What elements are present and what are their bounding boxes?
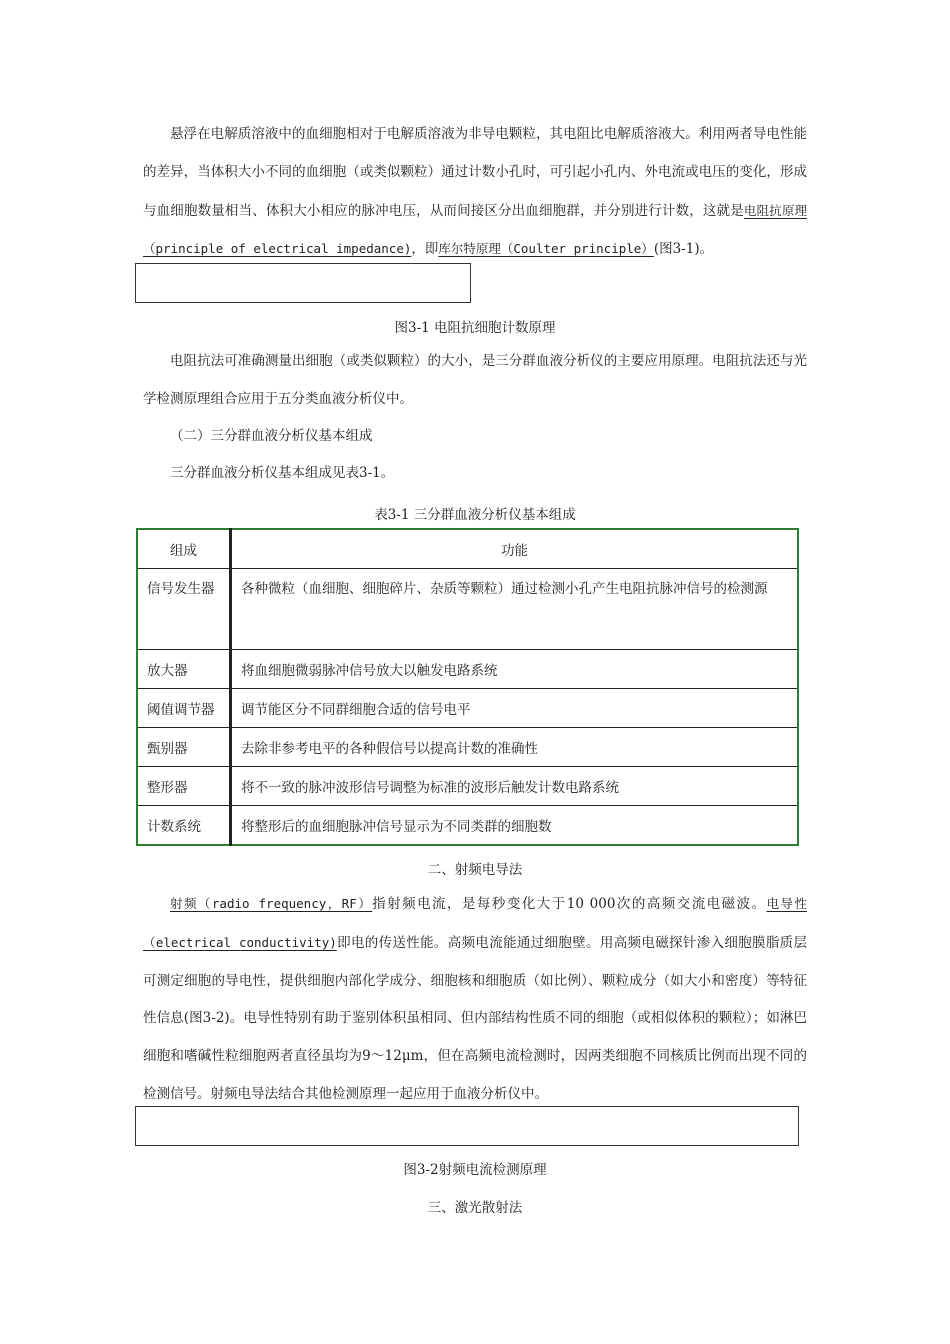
term-electrical-impedance: 电阻抗原理（principle of electrical impedance) xyxy=(143,202,807,257)
table-header-row xyxy=(137,529,798,569)
table-row xyxy=(137,569,798,650)
paragraph-text: ，即 xyxy=(411,241,439,258)
term-electrical-conductivity: 电导性（electrical conductivity) xyxy=(143,896,807,950)
cell-function: 各种微粒（血细胞、细胞碎片、杂质等颗粒）通过检测小孔产生电阻抗脉冲信号的检测源 xyxy=(231,569,799,650)
table-row xyxy=(137,689,798,728)
cell-component: 计数系统 xyxy=(137,806,231,846)
paragraph-text: 即电的传送性能。高频电流能通过细胞壁。用高频电磁探针渗入细胞膜脂质层可测定细胞的导电性，提供细胞内部化学成分、细胞核和细胞质（如比例）、颗粒成分（如大小和密度）等特征性信息(图3-2)。电导性特别有助于鉴别体积虽相同、但内部结构性质不同的细胞（或相似体积的颗粒）；如淋巴细胞和嗜碱性粒细胞两者直径虽均为9～12μm，但在高频电流检测时，因两类细胞不同核质比例而出现不同的检测信号。射频电导法结合其他检测原理一起应用于血液分析仪中。 xyxy=(143,934,807,1102)
cell-function: 将不一致的脉冲波形信号调整为标准的波形后触发计数电路系统 xyxy=(231,767,799,806)
table-row xyxy=(137,806,798,846)
cell-function: 将血细胞微弱脉冲信号放大以触发电路系统 xyxy=(231,650,799,689)
paragraph-impedance-principle xyxy=(143,116,807,269)
term-radio-frequency: 射频（radio frequency，RF） xyxy=(170,896,373,911)
figure-3-1-caption: 图3-1 电阻抗细胞计数原理 xyxy=(394,320,556,336)
paragraph-text: 悬浮在电解质溶液中的血细胞相对于电解质溶液为非导电颗粒，其电阻比电解质溶液大。利用两者导电性能的差异，当体积大小不同的血细胞（或类似颗粒）通过计数小孔时，可引起小孔内、外电流或电压的变化，形成与血细胞数量相当、体积大小相应的脉冲电压，从而间接区分出血细胞群，并分别进行计数，这就是 xyxy=(143,126,807,219)
cell-component: 甄别器 xyxy=(137,728,231,767)
figure-3-1-placeholder xyxy=(135,263,471,303)
table-row xyxy=(137,767,798,806)
cell-function: 去除非参考电平的各种假信号以提高计数的准确性 xyxy=(231,728,799,767)
paragraph-table-reference: 三分群血液分析仪基本组成见表3-1。 xyxy=(170,465,395,481)
paragraph-text: 指射频电流，是每秒变化大于10 000次的高频交流电磁波。 xyxy=(372,896,767,912)
header-component: 组成 xyxy=(137,529,231,569)
paragraph-impedance-application: 电阻抗法可准确测量出细胞（或类似颗粒）的大小，是三分群血液分析仪的主要应用原理。电阻抗法还与光学检测原理组合应用于五分类血液分析仪中。 xyxy=(143,353,807,407)
composition-table xyxy=(136,528,799,846)
table-3-1-caption: 表3-1 三分群血液分析仪基本组成 xyxy=(374,507,576,523)
subheading-three-part-analyzer: （二）三分群血液分析仪基本组成 xyxy=(170,428,373,444)
table-row xyxy=(137,728,798,767)
figure-3-2-placeholder xyxy=(135,1106,799,1146)
cell-component: 整形器 xyxy=(137,767,231,806)
section-3-heading: 三、激光散射法 xyxy=(427,1200,523,1216)
cell-function: 调节能区分不同群细胞合适的信号电平 xyxy=(231,689,799,728)
paragraph-radio-frequency xyxy=(143,885,807,1114)
cell-component: 放大器 xyxy=(137,650,231,689)
cell-component: 信号发生器 xyxy=(137,569,231,650)
figure-reference: (图3-1)。 xyxy=(653,241,714,258)
cell-component: 阈值调节器 xyxy=(137,689,231,728)
figure-3-2-caption: 图3-2射频电流检测原理 xyxy=(403,1162,547,1178)
term-coulter-principle: 库尔特原理（Coulter principle） xyxy=(438,241,654,257)
section-2-heading: 二、射频电导法 xyxy=(427,862,523,878)
table-row xyxy=(137,650,798,689)
cell-function: 将整形后的血细胞脉冲信号显示为不同类群的细胞数 xyxy=(231,806,799,846)
header-function: 功能 xyxy=(231,529,799,569)
